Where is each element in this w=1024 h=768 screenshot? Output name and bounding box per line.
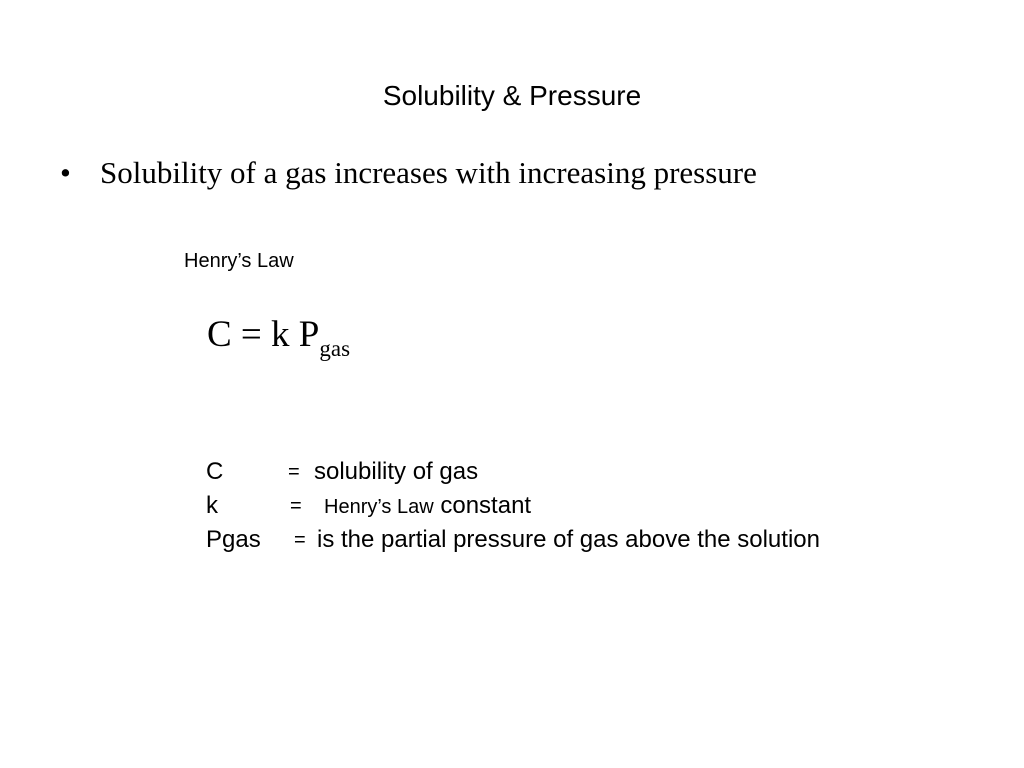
bullet-marker: •: [60, 155, 71, 190]
equation-subscript: gas: [319, 336, 351, 361]
definition-term: C: [206, 458, 224, 485]
definition-text: [324, 490, 531, 523]
definition-text: is the partial pressure of gas above the solution: [317, 526, 820, 553]
bullet-item: [60, 153, 757, 193]
definition-term: Pgas: [206, 526, 261, 553]
definition-text: solubility of gas: [314, 458, 479, 485]
equation-main: C = k P: [207, 314, 320, 355]
definition-equals: =: [288, 461, 300, 483]
definition-term: k: [206, 492, 218, 519]
law-name: Henry’s Law: [184, 250, 294, 272]
slide-title: Solubility & Pressure: [382, 80, 642, 111]
definition-text-main: constant: [440, 492, 532, 519]
bullet-text: Solubility of a gas increases with increasing pressure: [100, 155, 757, 190]
definition-text-small: Henry’s Law: [324, 496, 434, 518]
definition-equals: =: [290, 495, 302, 517]
equation: [207, 313, 350, 371]
definition-equals: =: [294, 529, 306, 551]
